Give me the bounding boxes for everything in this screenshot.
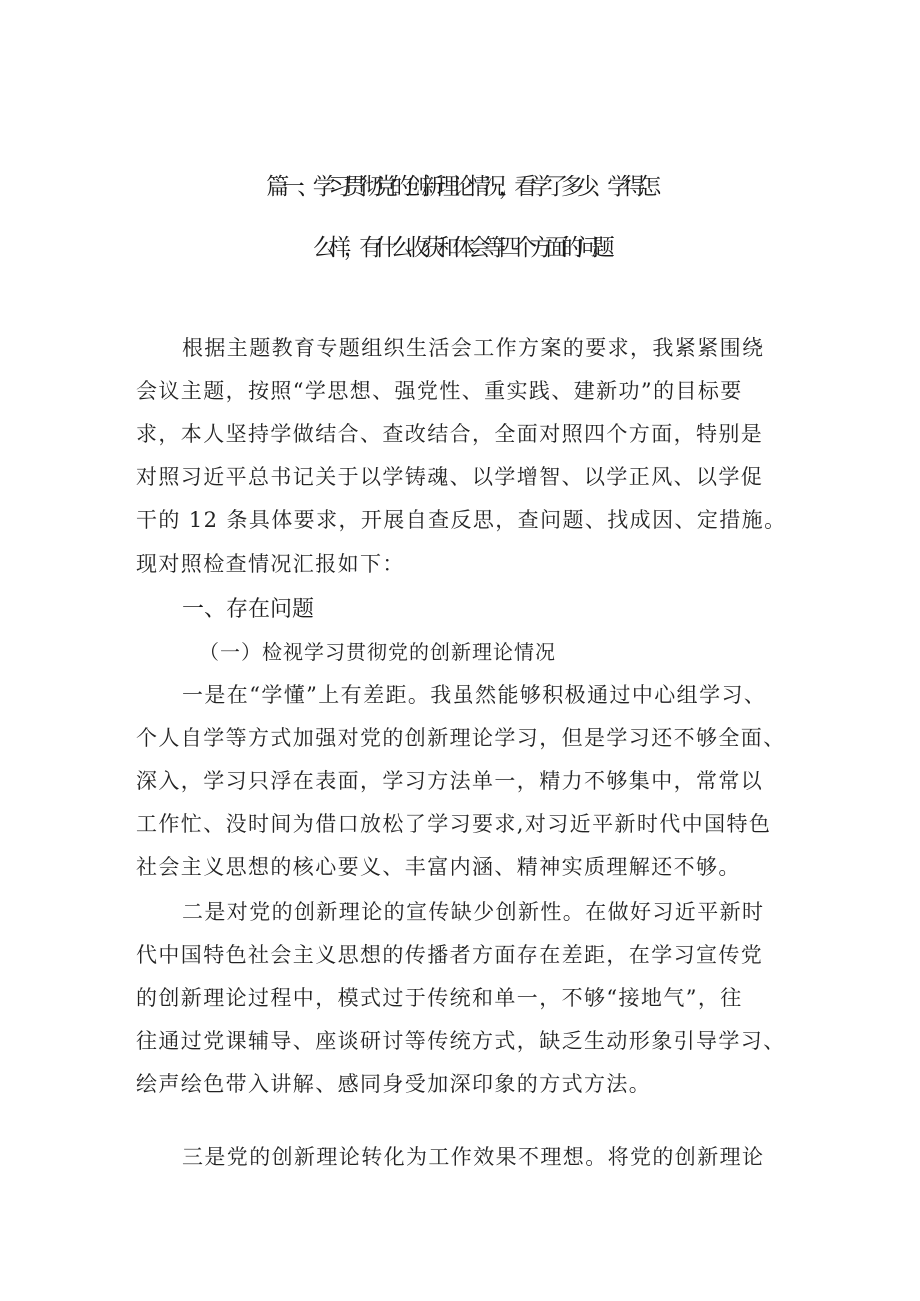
paragraph-line: 社会主义思想的核心要义、丰富内涵、精神实质理解还不够。 — [136, 855, 741, 879]
intro-line: 求，本人坚持学做结合、查改结合，全面对照四个方面，特别是 — [136, 422, 764, 446]
paragraph-line: 一是在“学懂”上有差距。我虽然能够积极通过中心组学习、 — [182, 683, 767, 707]
intro-line: 干的 12 条具体要求，开展自查反思，查问题、找成因、定措施。 — [136, 508, 787, 532]
paragraph-line: 三是党的创新理论转化为工作效果不理想。将党的创新理论 — [182, 1145, 765, 1169]
subsection-heading-theory-study: （一）检视学习贯彻党的创新理论情况 — [199, 640, 556, 664]
document-title-line-2: 么样，有什么收获和体会等四个方面的问题 — [312, 235, 608, 261]
paragraph-line: 的创新理论过程中，模式过于传统和单一，不够“接地气”，往 — [136, 986, 743, 1010]
intro-line: 对照习近平总书记关于以学铸魂、以学增智、以学正风、以学促 — [136, 465, 764, 489]
paragraph-line: 个人自学等方式加强对党的创新理论学习，但是学习还不够全面、 — [136, 726, 786, 750]
intro-line: 根据主题教育专题组织生活会工作方案的要求，我紧紧围绕 — [182, 336, 765, 360]
document-title-line-1: 篇一、学习贯彻党的创新理论情况，看学了多少、学得怎 — [266, 174, 654, 200]
intro-line: 会议主题，按照“学思想、强党性、重实践、建新功”的目标要 — [136, 379, 743, 403]
paragraph-line: 二是对党的创新理论的宣传缺少创新性。在做好习近平新时 — [182, 900, 765, 924]
paragraph-line: 代中国特色社会主义思想的传播者方面存在差距，在学习宣传党 — [136, 943, 764, 967]
paragraph-line: 工作忙、没时间为借口放松了学习要求,对习近平新时代中国特色 — [136, 812, 772, 836]
paragraph-line: 往通过党课辅导、座谈研讨等传统方式，缺乏生动形象引导学习、 — [136, 1029, 786, 1053]
section-heading-problems: 一、存在问题 — [182, 597, 315, 622]
paragraph-line: 绘声绘色带入讲解、感同身受加深印象的方式方法。 — [136, 1072, 652, 1096]
paragraph-line: 深入，学习只浮在表面，学习方法单一，精力不够集中，常常以 — [136, 769, 764, 793]
intro-line: 现对照检查情况汇报如下： — [136, 552, 405, 576]
